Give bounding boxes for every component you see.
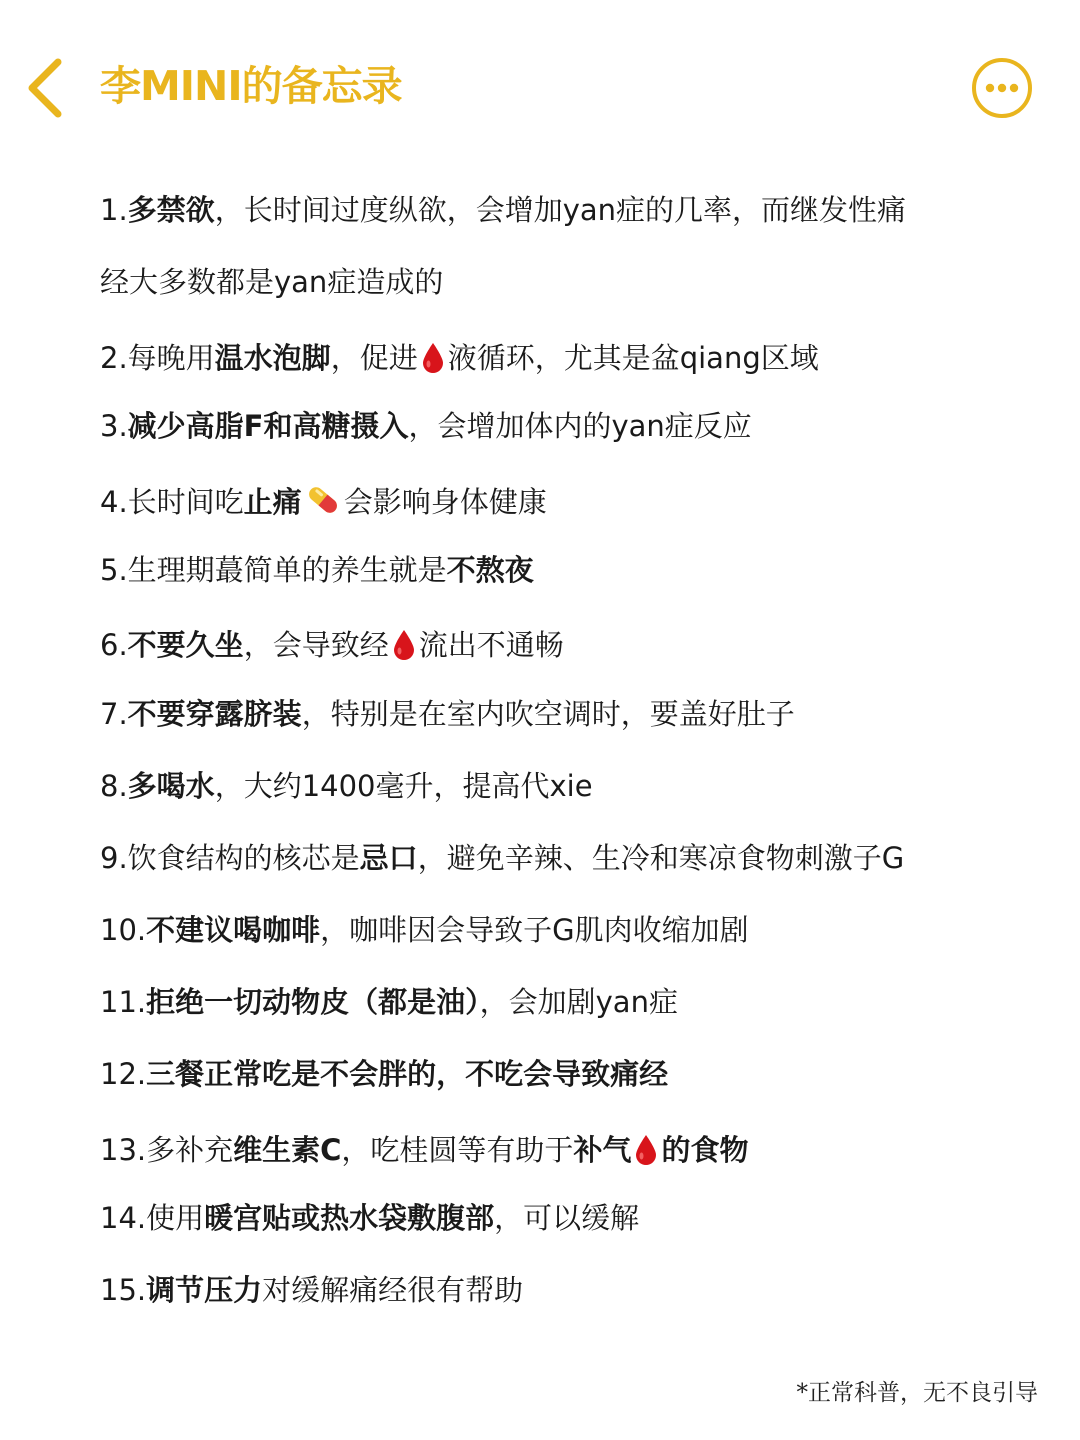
blood-drop-icon <box>392 629 416 661</box>
blood-drop-icon <box>421 342 445 374</box>
note-line <box>100 838 904 878</box>
text-segment: ，会导致经 <box>243 628 389 662</box>
bold-text: 不要久坐 <box>127 628 244 662</box>
text-segment: ，会加剧yan症 <box>479 985 678 1019</box>
text-segment: ，会增加体内的yan症反应 <box>408 409 752 443</box>
bold-text: 维生素C <box>233 1133 342 1167</box>
bold-text: 减少高脂F和高糖摄入 <box>127 409 409 443</box>
text-segment: 15. <box>100 1273 147 1307</box>
text-segment: 13.多补充 <box>100 1133 234 1167</box>
bold-text: 止痛 <box>243 485 302 519</box>
bold-text: 忌口 <box>359 841 418 875</box>
text-segment: 4.长时间吃 <box>100 485 244 519</box>
chevron-left-icon <box>20 52 80 124</box>
text-segment: 6. <box>100 628 128 662</box>
text-segment: ，咖啡因会导致子G肌肉收缩加剧 <box>320 913 749 947</box>
bold-text: 拒绝一切动物皮（都是油） <box>146 985 480 1019</box>
text-segment: 11. <box>100 985 147 1019</box>
note-line <box>100 766 593 806</box>
text-segment: ，长时间过度纵欲，会增加yan症的几率，而继发性痛 <box>214 193 907 227</box>
note-line <box>100 982 678 1022</box>
bold-text: 温水泡脚 <box>214 341 331 375</box>
text-segment: 会影响身体健康 <box>343 485 547 519</box>
bold-text: 补气 <box>573 1133 632 1167</box>
text-segment: 14.使用 <box>100 1201 205 1235</box>
note-line <box>100 1198 639 1238</box>
text-segment: 3. <box>100 409 128 443</box>
note-line <box>100 625 564 665</box>
text-segment: ，吃桂圆等有助于 <box>341 1133 574 1167</box>
note-line <box>100 694 795 734</box>
text-segment: 7. <box>100 697 128 731</box>
bold-text: 多禁欲 <box>127 193 215 227</box>
disclaimer: *正常科普，无不良引导 <box>796 1380 1038 1406</box>
top-bar <box>0 0 1080 175</box>
text-segment: 9.饮食结构的核芯是 <box>100 841 360 875</box>
bold-text: 不熬夜 <box>446 553 534 587</box>
bold-text: 多喝水 <box>127 769 215 803</box>
text-segment: ，大约1400毫升，提高代xie <box>214 769 593 803</box>
text-segment: ，促进 <box>330 341 418 375</box>
note-line <box>100 406 752 446</box>
note-line <box>100 1054 668 1094</box>
more-button[interactable] <box>970 56 1034 120</box>
text-segment: 对缓解痛经很有帮助 <box>262 1273 524 1307</box>
more-dots-icon <box>970 56 1034 120</box>
note-line <box>100 482 547 522</box>
note-line <box>100 550 534 590</box>
note-line <box>100 338 819 378</box>
text-segment: 5.生理期蕞简单的养生就是 <box>100 553 447 587</box>
text-segment: 1. <box>100 193 128 227</box>
text-segment: 液循环，尤其是盆qiang区域 <box>447 341 819 375</box>
text-segment: ，特别是在室内吹空调时，要盖好肚子 <box>301 697 795 731</box>
note-line <box>100 262 443 302</box>
bold-text: 的食物 <box>661 1133 749 1167</box>
text-segment: ，避免辛辣、生冷和寒凉食物刺激子G <box>417 841 905 875</box>
bold-text: 暖宫贴或热水袋敷腹部 <box>204 1201 495 1235</box>
page-title: 李MINI的备忘录 <box>100 62 402 110</box>
text-segment: 10. <box>100 913 147 947</box>
text-segment: 经大多数都是yan症造成的 <box>100 265 444 299</box>
pill-icon <box>305 482 341 518</box>
blood-drop-icon <box>634 1134 658 1166</box>
note-line <box>100 910 749 950</box>
bold-text: 调节压力 <box>146 1273 263 1307</box>
text-segment: ，可以缓解 <box>494 1201 640 1235</box>
text-segment: 流出不通畅 <box>418 628 564 662</box>
note-line <box>100 1270 523 1310</box>
bold-text: 不要穿露脐装 <box>127 697 302 731</box>
bold-text: 三餐正常吃是不会胖的，不吃会导致痛经 <box>146 1057 669 1091</box>
back-button[interactable] <box>20 52 80 124</box>
text-segment: 8. <box>100 769 128 803</box>
note-line <box>100 1130 748 1170</box>
note-line <box>100 190 906 230</box>
bold-text: 不建议喝咖啡 <box>146 913 321 947</box>
text-segment: 2.每晚用 <box>100 341 215 375</box>
text-segment: 12. <box>100 1057 147 1091</box>
